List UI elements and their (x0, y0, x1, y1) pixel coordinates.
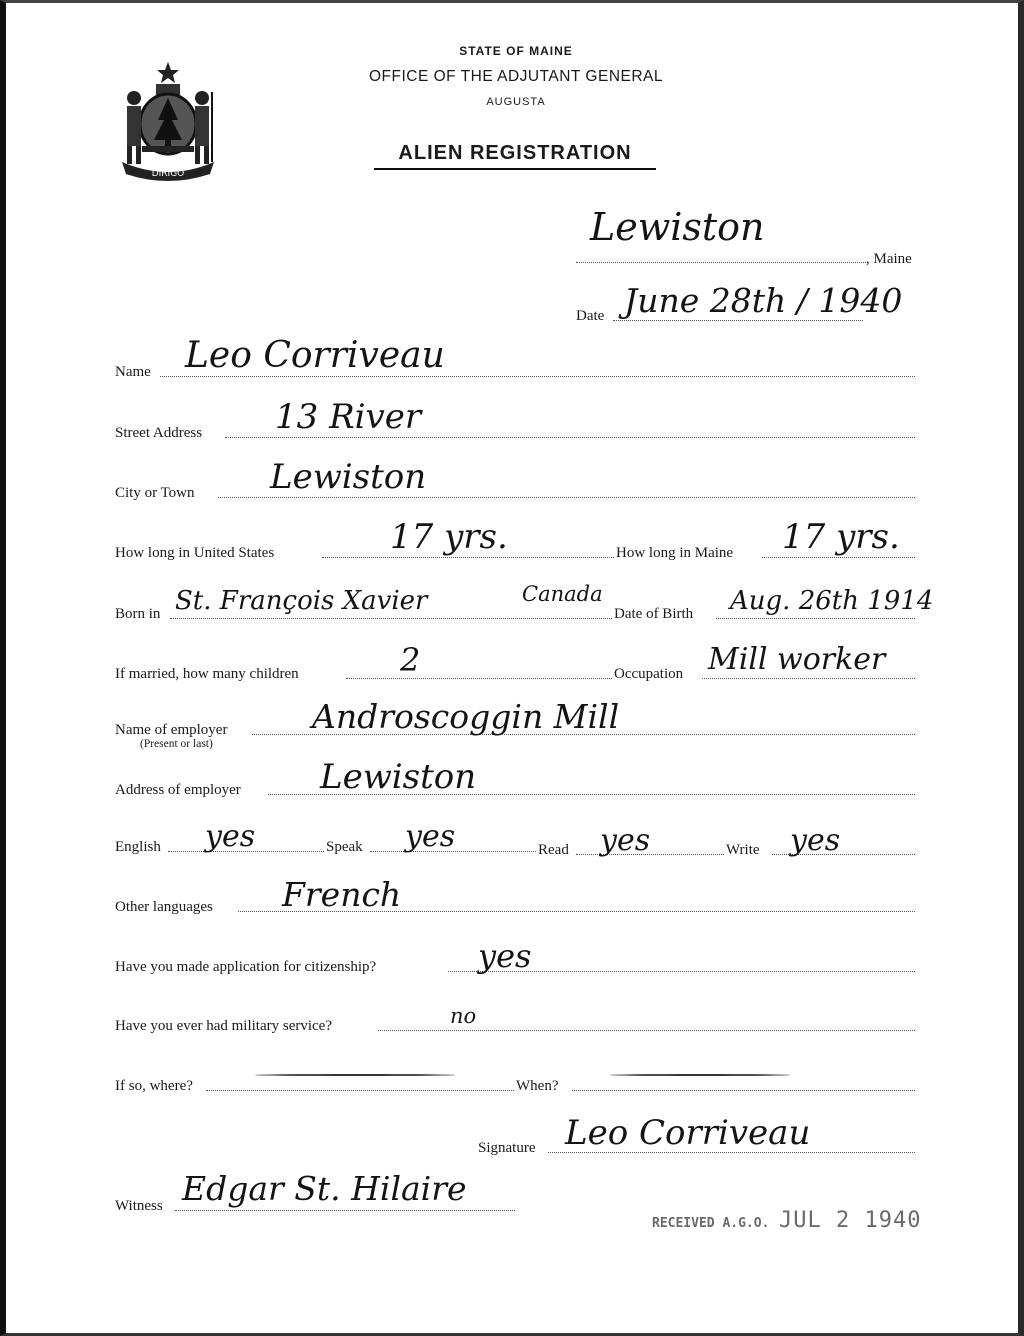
date-value: June 28th / 1940 (624, 281, 903, 320)
city-label: City or Town (115, 485, 195, 501)
occupation-line (702, 678, 915, 679)
military-label: Have you ever had military service? (115, 1018, 332, 1034)
witness-line (175, 1210, 515, 1211)
received-stamp-date: JUL 2 1940 (779, 1208, 922, 1233)
how-long-us-label: How long in United States (115, 545, 275, 561)
employer-value: Androscoggin Mill (312, 697, 620, 736)
born-in-label: Born in (115, 606, 161, 622)
city-value: Lewiston (270, 457, 427, 497)
english-value: yes (205, 819, 256, 854)
present-or-last-label: (Present or last) (140, 738, 213, 750)
children-line (346, 678, 612, 679)
name-label: Name (115, 364, 151, 380)
name-line (160, 376, 915, 377)
military-value: no (450, 1004, 477, 1028)
date-of-birth-label: Date of Birth (614, 606, 694, 622)
children-value: 2 (400, 641, 421, 679)
citizenship-label: Have you made application for citizenship? (115, 959, 377, 975)
other-languages-label: Other languages (115, 899, 213, 915)
name-value: Leo Corriveau (185, 335, 445, 376)
speak-label: Speak (326, 839, 363, 855)
other-languages-value: French (282, 875, 402, 914)
occupation-label: Occupation (614, 666, 684, 682)
street-address-label: Street Address (115, 425, 203, 441)
witness-label: Witness (115, 1198, 163, 1214)
form-title: ALIEN REGISTRATION (374, 142, 656, 170)
occupation-value: Mill worker (708, 642, 886, 677)
citizenship-value: yes (478, 937, 532, 975)
signature-value: Leo Corriveau (565, 1113, 811, 1153)
write-label: Write (726, 842, 760, 858)
header-city: AUGUSTA (486, 96, 546, 108)
when-label: When? (516, 1078, 559, 1094)
signature-label: Signature (478, 1140, 536, 1156)
header-state: STATE OF MAINE (459, 44, 573, 58)
where-label: If so, where? (115, 1078, 193, 1094)
where-line (206, 1090, 514, 1091)
english-label: English (115, 839, 161, 855)
witness-value: Edgar St. Hilaire (182, 1169, 467, 1208)
born-country-value: Canada (522, 582, 603, 606)
received-stamp-text: RECEIVED A.G.O. (652, 1216, 770, 1231)
received-stamp (652, 1208, 922, 1233)
city-line (218, 497, 915, 498)
write-value: yes (790, 823, 841, 858)
how-long-maine-label: How long in Maine (616, 545, 734, 561)
how-long-us-value: 17 yrs. (390, 517, 508, 557)
street-address-line (225, 437, 915, 438)
read-value: yes (600, 823, 651, 858)
how-long-maine-value: 17 yrs. (782, 517, 900, 557)
place-value: Lewiston (590, 205, 765, 249)
where-dash (255, 1074, 455, 1076)
employer-label: Name of employer (115, 722, 228, 738)
date-of-birth-value: Aug. 26th 1914 (730, 586, 934, 616)
header-office: OFFICE OF THE ADJUTANT GENERAL (368, 68, 664, 85)
when-dash (610, 1074, 790, 1076)
employer-address-value: Lewiston (320, 757, 477, 797)
read-label: Read (538, 842, 569, 858)
children-label: If married, how many children (115, 666, 299, 682)
military-line (378, 1030, 915, 1031)
seal-motto: DIRIGO (151, 169, 185, 179)
date-of-birth-line (716, 618, 915, 619)
employer-address-label: Address of employer (115, 782, 241, 798)
street-address-value: 13 River (275, 397, 422, 437)
date-label: Date (576, 308, 605, 324)
place-line (576, 262, 866, 263)
maine-label: , Maine (866, 251, 912, 267)
born-in-value: St. François Xavier (175, 586, 428, 616)
when-line (572, 1090, 915, 1091)
date-line (613, 320, 863, 321)
how-long-maine-line (762, 557, 915, 558)
speak-value: yes (405, 819, 456, 854)
how-long-us-line (322, 557, 614, 558)
born-in-line (170, 618, 612, 619)
